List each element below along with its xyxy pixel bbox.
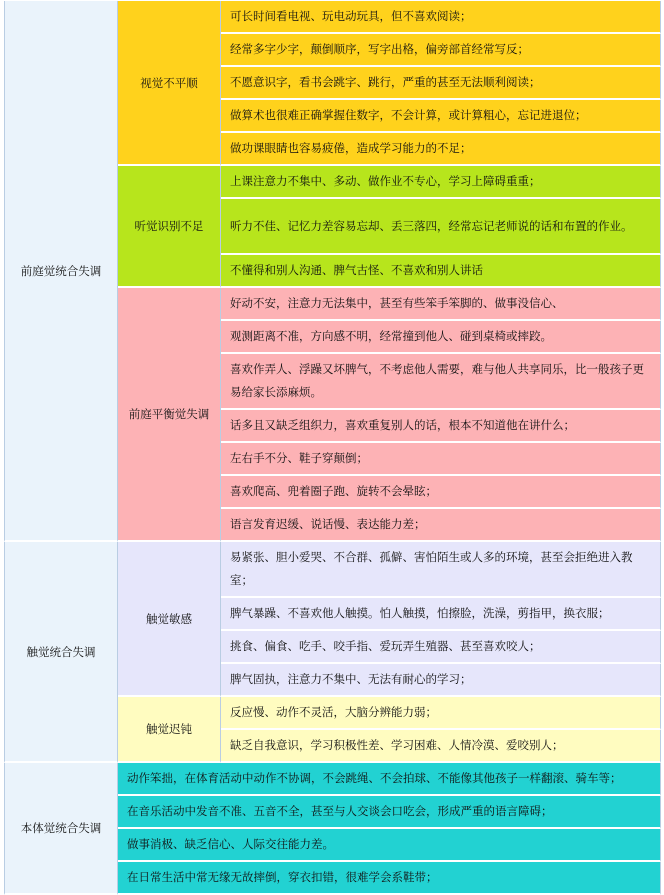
symptom-item: 左右手不分、鞋子穿颠倒； [221,443,661,476]
symptom-item: 听力不佳、记忆力差容易忘却、丢三落四，经常忘记老师说的话和布置的作业。 [221,199,661,255]
symptom-item: 不愿意识字，看书会跳字、跳行，严重的甚至无法顺利阅读； [221,67,661,100]
symptom-item: 话多且又缺乏组织力，喜欢重复别人的话，根本不知道他在讲什么； [221,410,661,443]
category-tactile: 触觉统合失调 [4,542,118,763]
symptom-item: 易紧张、胆小爱哭、不合群、孤僻、害怕陌生或人多的环境，甚至会拒绝进入教室； [221,542,661,598]
symptom-item: 经常多字少字，颠倒顺序，写字出格，偏旁部首经常写反； [221,34,661,67]
symptom-item: 观测距离不准，方向感不明，经常撞到他人、碰到桌椅或摔跤。 [221,321,661,354]
symptom-item: 喜欢作弄人、浮躁又坏脾气，不考虑他人需要，难与他人共享同乐，比一般孩子更易给家长添麻烦。 [221,354,661,410]
symptom-item: 反应慢、动作不灵活，大脑分辨能力弱； [221,697,661,730]
symptom-item: 做算术也很难正确掌握住数字，不会计算，或计算粗心，忘记进退位； [221,100,661,133]
subcategory-tactile-dull: 触觉迟钝 [118,697,221,763]
subcategory-visual: 视觉不平顺 [118,1,221,166]
symptom-item: 好动不安，注意力无法集中，甚至有些笨手笨脚的、做事没信心、 [221,288,661,321]
subcategory-auditory: 听觉识别不足 [118,166,221,288]
symptom-item: 做事消极、缺乏信心、人际交往能力差。 [118,829,661,862]
symptom-item: 语言发育迟缓、说话慢、表达能力差； [221,509,661,542]
symptom-item: 动作笨拙，在体育活动中动作不协调，不会跳绳、不会拍球、不能像其他孩子一样翻滚、骑车等； [118,763,661,796]
table-row [4,1,661,34]
symptom-table [4,1,661,895]
symptom-item: 不懂得和别人沟通、脾气古怪、不喜欢和别人讲话 [221,255,661,288]
symptom-item: 脾气暴躁、不喜欢他人触摸。怕人触摸，怕擦脸，洗澡，剪指甲，换衣服； [221,598,661,631]
symptom-item: 在日常生活中常无缘无故摔倒，穿衣扣错，很难学会系鞋带； [118,862,661,895]
category-vestibular: 前庭觉统合失调 [4,1,118,542]
category-proprioceptive: 本体觉统合失调 [4,763,118,895]
symptom-item: 挑食、偏食、吃手、咬手指、爱玩弄生殖器、甚至喜欢咬人； [221,631,661,664]
table-row [4,763,661,796]
subcategory-tactile-sensitive: 触觉敏感 [118,542,221,697]
table-row [4,542,661,598]
symptom-item: 上课注意力不集中、多动、做作业不专心，学习上障碍重重； [221,166,661,199]
subcategory-balance: 前庭平衡觉失调 [118,288,221,542]
symptom-item: 可长时间看电视、玩电动玩具，但不喜欢阅读； [221,1,661,34]
symptom-item: 脾气固执，注意力不集中、无法有耐心的学习； [221,664,661,697]
symptom-item: 喜欢爬高、兜着圈子跑、旋转不会晕眩； [221,476,661,509]
symptom-item: 缺乏自我意识，学习积极性差、学习困难、人情冷漠、爱咬别人； [221,730,661,763]
symptom-item: 做功课眼睛也容易疲倦，造成学习能力的不足； [221,133,661,166]
symptom-item: 在音乐活动中发音不准、五音不全，甚至与人交谈会口吃会，形成严重的语言障碍； [118,796,661,829]
